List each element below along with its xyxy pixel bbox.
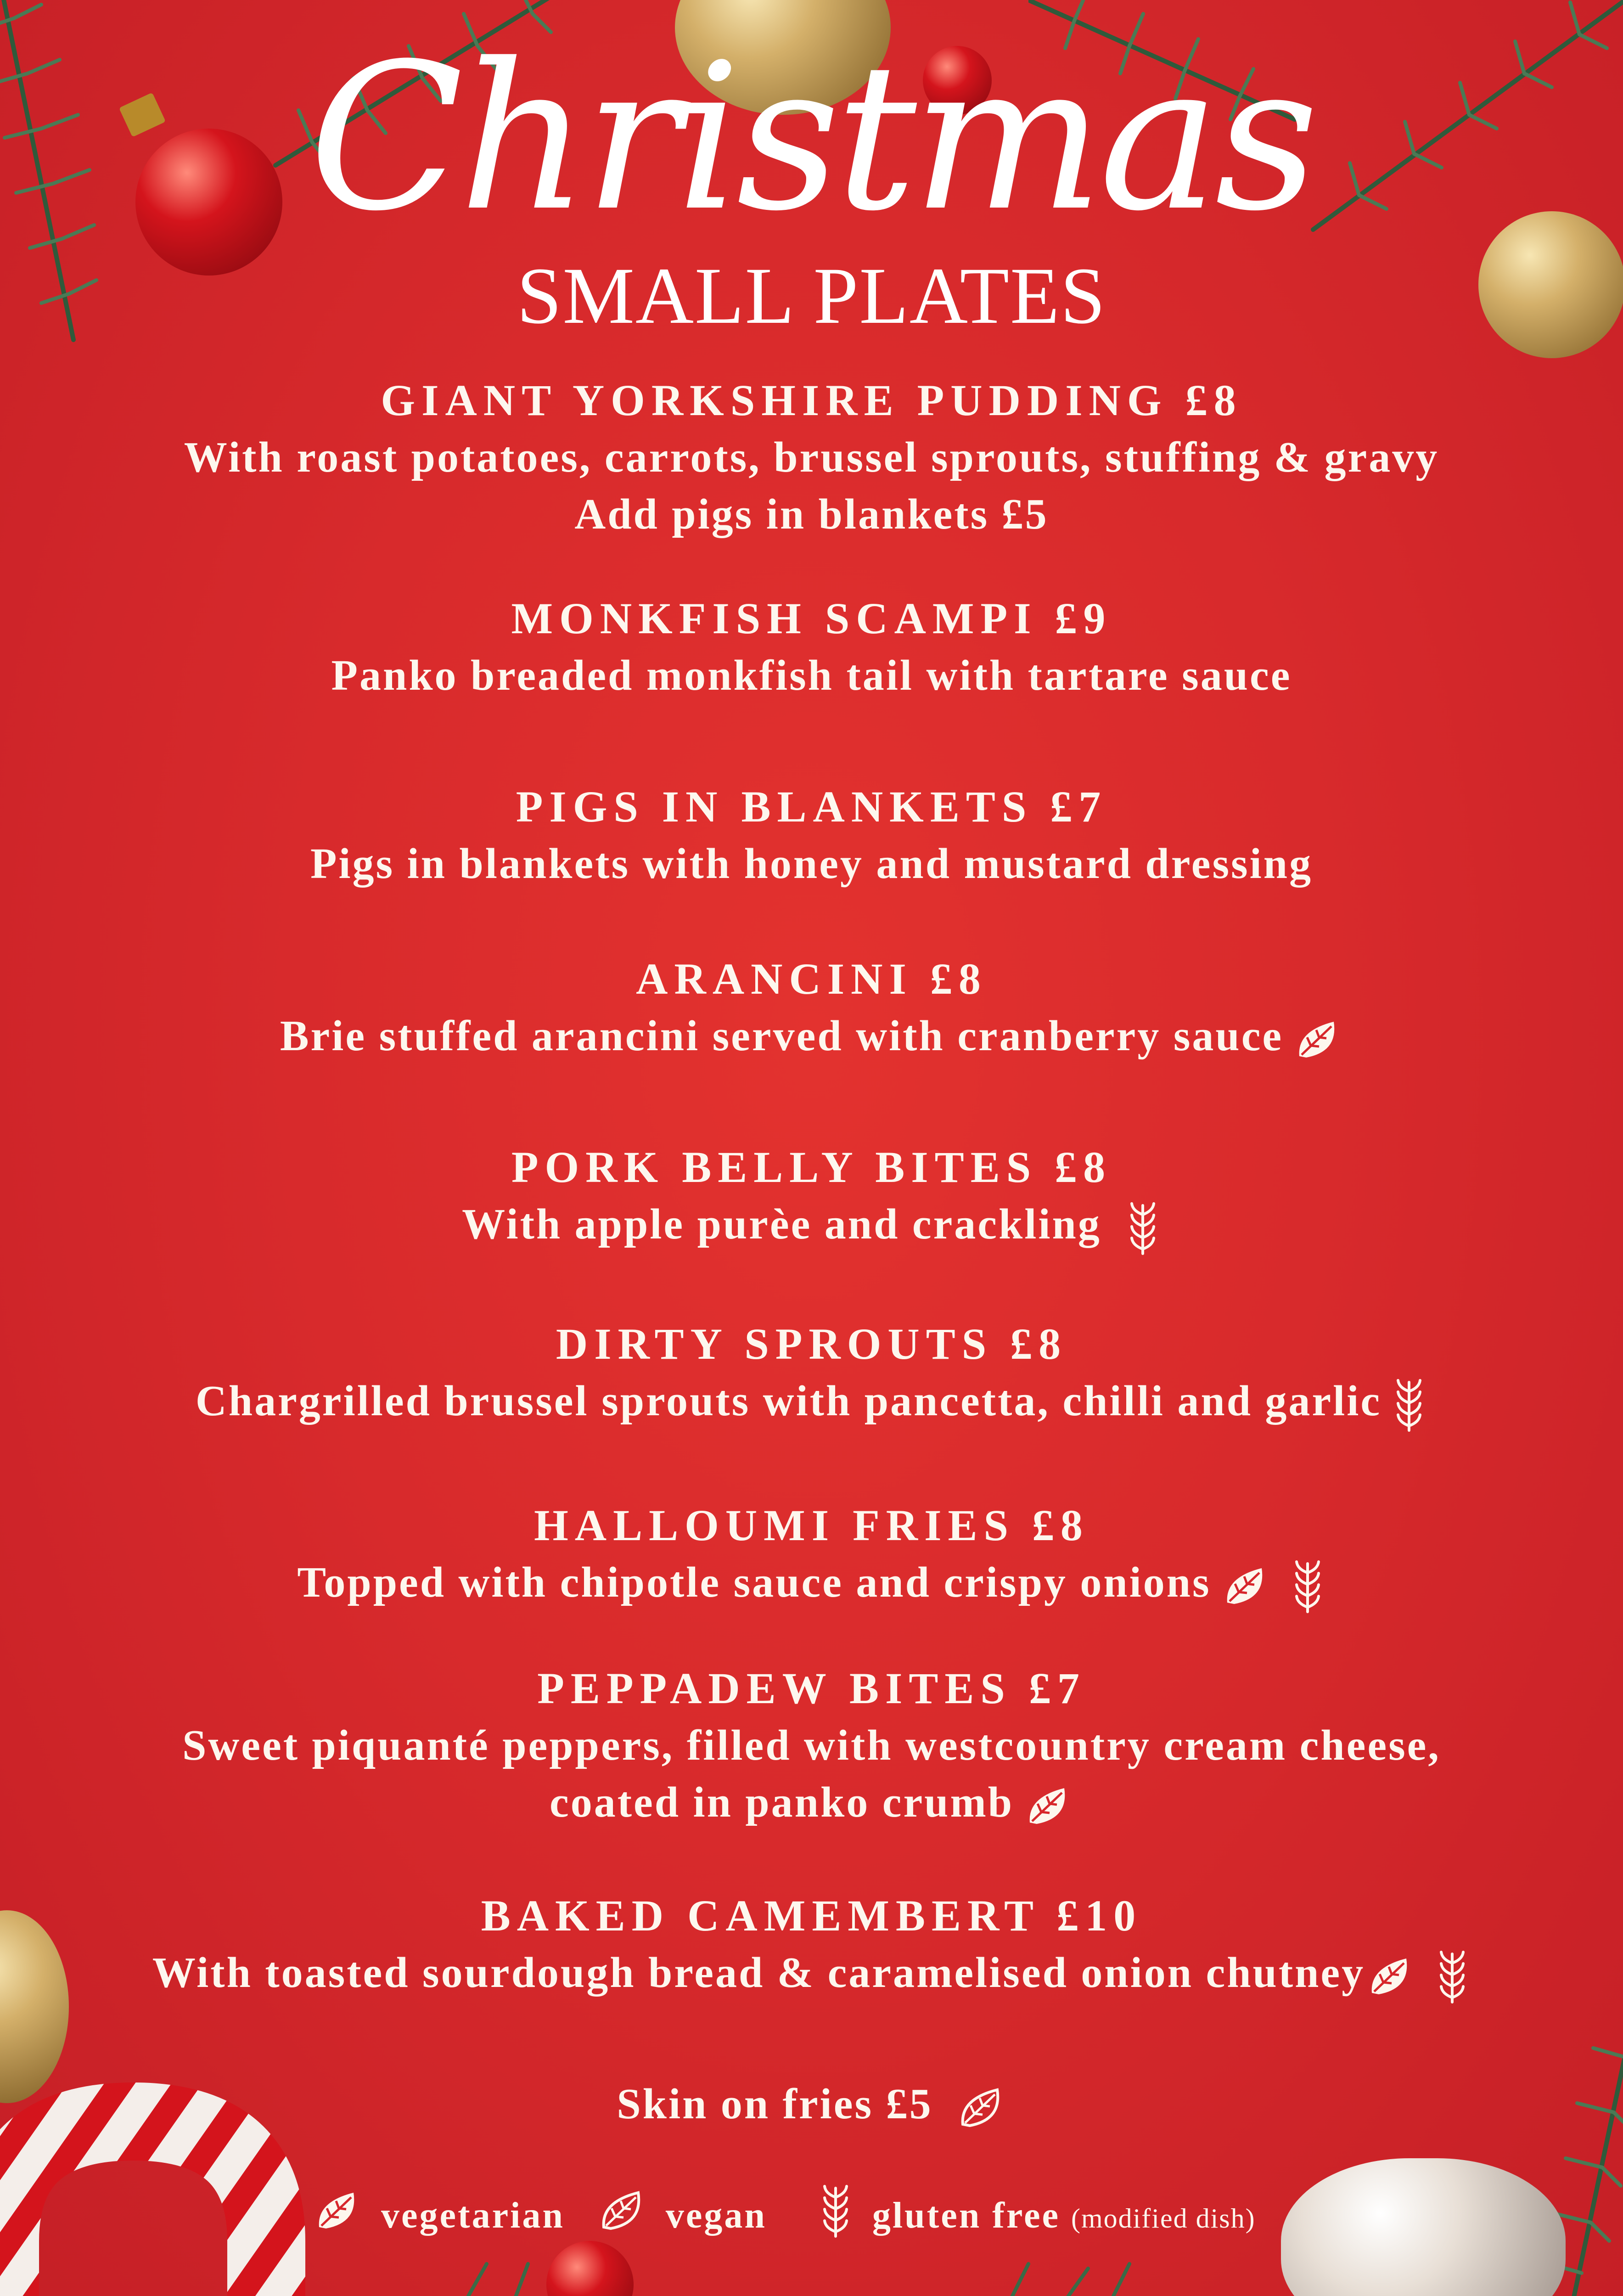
item-name: HALLOUMI FRIES £8 <box>534 1501 1089 1550</box>
legend-vegan-label: vegan <box>665 2195 767 2236</box>
item-name: MONKFISH SCAMPI £9 <box>511 594 1112 643</box>
legend-gluten-free-label <box>872 2195 1256 2237</box>
item-desc <box>0 1373 1623 1433</box>
legend-modified-text: (modified dish) <box>1071 2203 1256 2234</box>
item-desc-text: Brie stuffed arancini served with cranberry sauce <box>280 1012 1284 1060</box>
item-name: ARANCINI £8 <box>636 954 987 1003</box>
legend-vegetarian-label: vegetarian <box>381 2195 565 2236</box>
menu-item <box>0 1660 1623 1831</box>
item-desc <box>0 1007 1623 1064</box>
item-name: GIANT YORKSHIRE PUDDING £8 <box>381 376 1242 425</box>
item-name: BAKED CAMEMBERT £10 <box>481 1891 1142 1940</box>
item-desc-text: With toasted sourdough bread & caramelised onion chutney <box>152 1949 1365 1997</box>
menu-item <box>0 951 1623 1064</box>
legend-gluten-free-text: gluten free <box>872 2195 1060 2236</box>
item-name: PORK BELLY BITES £8 <box>511 1142 1112 1192</box>
item-desc: With roast potatoes, carrots, brussel sprouts, stuffing & gravy <box>184 433 1439 481</box>
dietary-legend <box>312 2186 1256 2245</box>
item-desc-text: Chargrilled brussel sprouts with pancetta, chilli and garlic <box>195 1377 1382 1425</box>
item-desc: Add pigs in blankets £5 <box>574 490 1049 538</box>
gluten-free-wheat-icon <box>1434 1949 1471 2004</box>
gluten-free-wheat-icon <box>1124 1201 1161 1256</box>
vegetarian-leaf-icon <box>1292 1017 1343 1063</box>
item-desc <box>0 1944 1623 2004</box>
silver-pinecone-ornament <box>1281 2158 1566 2296</box>
item-desc-text: With apple purèe and crackling <box>462 1200 1101 1248</box>
menu-title: Christmas <box>309 20 1314 255</box>
item-desc-text: Topped with chipotle sauce and crispy onions <box>297 1559 1211 1606</box>
vegetarian-leaf-icon <box>312 2188 363 2243</box>
gluten-free-wheat-icon <box>1289 1559 1326 1614</box>
vegetarian-leaf-icon <box>1365 1954 1415 2000</box>
item-name: PEPPADEW BITES £7 <box>537 1664 1086 1713</box>
side-text <box>0 2076 1623 2133</box>
item-name: DIRTY SPROUTS £8 <box>556 1319 1067 1368</box>
item-desc <box>0 1554 1623 1614</box>
menu-item <box>0 778 1623 892</box>
item-desc <box>0 1774 1623 1831</box>
item-desc-text: coated in panko crumb <box>549 1778 1014 1826</box>
menu-item <box>0 372 1623 543</box>
menu-item <box>0 1497 1623 1614</box>
item-desc <box>0 1196 1623 1256</box>
vegan-leaf-outline-icon <box>956 2085 1006 2131</box>
item-desc: Sweet piquanté peppers, filled with westcountry cream cheese, <box>182 1722 1441 1769</box>
menu-item <box>0 1139 1623 1256</box>
vegetarian-leaf-icon <box>1023 1784 1073 1829</box>
gluten-free-wheat-icon <box>817 2183 854 2248</box>
vegetarian-leaf-icon <box>1220 1564 1271 1609</box>
item-name: PIGS IN BLANKETS £7 <box>516 782 1107 831</box>
side-text-label: Skin on fries £5 <box>617 2080 933 2128</box>
menu-item <box>0 590 1623 704</box>
menu-subtitle: SMALL PLATES <box>517 251 1106 341</box>
vegan-leaf-outline-icon <box>597 2188 647 2243</box>
menu-item <box>0 1316 1623 1433</box>
side-item <box>0 2076 1623 2133</box>
gluten-free-wheat-icon <box>1391 1378 1427 1433</box>
item-desc: Pigs in blankets with honey and mustard dressing <box>310 840 1313 888</box>
menu-item <box>0 1887 1623 2004</box>
item-desc: Panko breaded monkfish tail with tartare sauce <box>331 652 1292 699</box>
